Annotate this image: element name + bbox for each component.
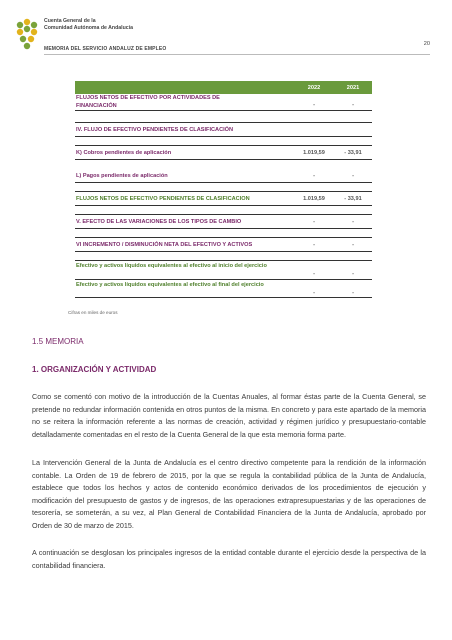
row-separator (75, 183, 372, 192)
row-value-2022: 1.019,59 (303, 150, 325, 156)
row-label: VI INCREMENTO / DISMINUCIÓN NETA DEL EFECTIVO Y ACTIVOS (76, 242, 253, 248)
row-label: K) Cobros pendientes de aplicación (76, 150, 172, 156)
row-value-2021: - (352, 219, 354, 225)
row-value-2022: - (313, 219, 315, 225)
subsection-title: 1. ORGANIZACIÓN Y ACTIVIDAD (32, 365, 157, 374)
row-value-2021: - (352, 173, 354, 179)
row-label: FLUJOS NETOS DE EFECTIVO POR ACTIVIDADES DE FINANCIACIÓN (76, 95, 220, 109)
header-rule (44, 54, 430, 55)
row-value-2022: - (313, 102, 315, 108)
table-row (75, 146, 372, 160)
row-label: IV. FLUJO DE EFECTIVO PENDIENTES DE CLASIFICACIÓN (76, 127, 234, 133)
paragraph-3: A continuación se desglosan los principales ingresos de la entidad contable durante el ejercicio desde la perspectiva de la contabilidad financiera. (32, 548, 426, 570)
table-row (75, 94, 372, 111)
row-value-2021: - (352, 271, 354, 277)
row-value-2021: - 33,91 (344, 150, 362, 156)
org-name-line-1: Cuenta General de la (44, 18, 96, 24)
row-label: FLUJOS NETOS DE EFECTIVO PENDIENTES DE CLASIFICACION (76, 196, 250, 202)
row-separator (75, 206, 372, 215)
row-value-2022: 1.019,59 (303, 196, 325, 202)
table-row (75, 261, 372, 280)
table-header (75, 81, 372, 94)
cash-flow-table (75, 81, 372, 298)
memoria-heading: MEMORIA DEL SERVICIO ANDALUZ DE EMPLEO (44, 46, 167, 52)
column-header-2022: 2022 (307, 84, 321, 91)
page-number: 20 (423, 41, 430, 47)
row-separator (75, 252, 372, 261)
table-row (75, 169, 372, 183)
row-separator (75, 229, 372, 238)
row-separator (75, 137, 372, 146)
row-value-2022: - (313, 271, 315, 277)
row-separator (75, 160, 372, 169)
row-label: V. EFECTO DE LAS VARIACIONES DE LOS TIPOS DE CAMBIO (76, 219, 242, 225)
row-value-2021: - (352, 290, 354, 296)
table-row (75, 123, 372, 137)
page-header (14, 16, 438, 58)
section-title: 1.5 MEMORIA (32, 337, 84, 346)
paragraph-2: La Intervención General de la Junta de Andalucía es el centro directivo competente para la rendición de la información contable. La Orden de 19 de febrero de 2015, por la que se regula la contabilidad pública de la Junta de Andalucía, establece que todos los hechos y actos de contenido económico derivados de los procedimientos de ejecución y modificación del presupuesto de gastos y de ingresos, de las operaciones extrapresupuestarias y de las operaciones de tesorería, se someterán, a su vez, al Plan General de Contabilidad Financiera de la Junta de Andalucía, aprobado por Orden de 30 de marzo de 2015. (32, 458, 426, 530)
row-separator (75, 111, 372, 123)
org-name-line-2: Comunidad Autónoma de Andalucía (44, 25, 133, 31)
junta-andalucia-logo (14, 16, 40, 52)
paragraph-1: Como se comentó con motivo de la introducción de la Cuentas Anuales, al formar éstas parte de la Cuenta General, se pretende no redundar información contenida en otros puntos de la misma. En concreto y para este apartado de la memoria no se reitera la información referente a las normas de creación, actividad y régimen jurídico y presupuestario-contable detalladamente comentadas en el resto de la Cuenta General de la que esta memoria forma parte. (32, 392, 426, 439)
column-header-2021: 2021 (346, 84, 360, 91)
row-value-2022: - (313, 242, 315, 248)
row-label: L) Pagos pendientes de aplicación (76, 173, 168, 179)
row-value-2022: - (313, 173, 315, 179)
table-row (75, 238, 372, 252)
row-value-2021: - 33,91 (344, 196, 362, 202)
table-row (75, 192, 372, 206)
row-label: Efectivo y activos líquidos equivalentes al efectivo al final del ejercicio (76, 282, 264, 288)
row-value-2021: - (352, 102, 354, 108)
row-value-2021: - (352, 242, 354, 248)
table-row (75, 215, 372, 229)
table-row (75, 280, 372, 298)
row-value-2022: - (313, 290, 315, 296)
table-note: Cifras en miles de euros (68, 310, 118, 315)
row-label: Efectivo y activos líquidos equivalentes al efectivo al inicio del ejercicio (76, 263, 267, 269)
